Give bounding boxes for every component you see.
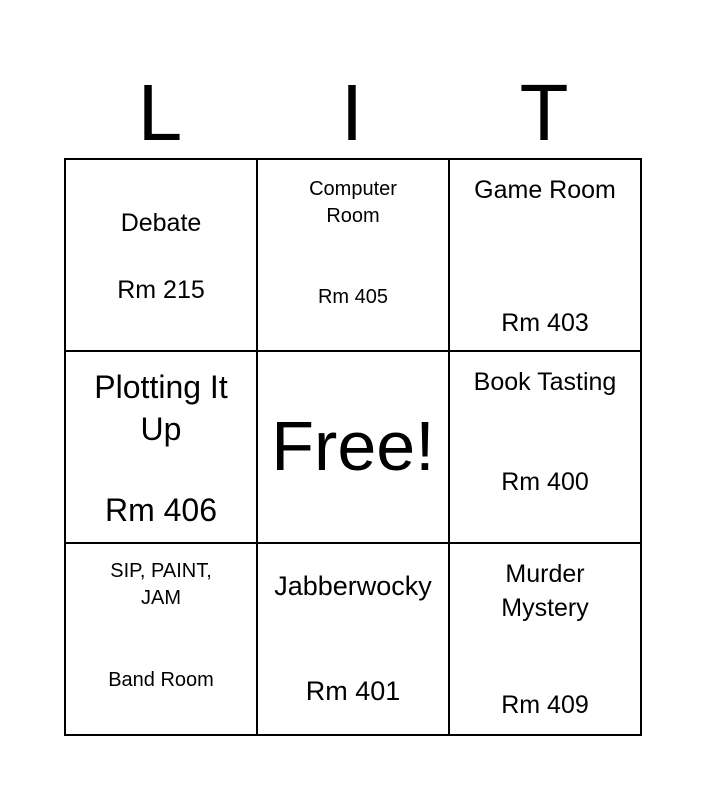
cell-room: Rm 401 <box>305 676 401 706</box>
cell-title: Debate <box>120 209 202 237</box>
header-letter-l: L <box>137 68 183 157</box>
cell-title: Murder Mystery <box>501 560 589 622</box>
cell-title: Jabberwocky <box>274 571 432 601</box>
cell-room: Rm 403 <box>501 309 589 337</box>
header-letter-i: I <box>340 68 364 157</box>
cell-title: SIP, PAINT, JAM <box>110 560 212 609</box>
cell-room: Rm 405 <box>317 286 389 308</box>
cell-title: Book Tasting <box>473 368 617 396</box>
bingo-cell-sip-paint-jam[interactable] <box>66 544 258 736</box>
cell-room: Rm 406 <box>104 492 218 528</box>
bingo-cell-free[interactable] <box>258 352 450 544</box>
bingo-cell-jabberwocky[interactable] <box>258 544 450 736</box>
bingo-cell-plotting-it-up[interactable] <box>66 352 258 544</box>
cell-title: Plotting It Up <box>94 369 228 447</box>
cell-room: Band Room <box>108 669 214 691</box>
bingo-cell-murder-mystery[interactable] <box>450 544 642 736</box>
cell-room: Rm 400 <box>501 468 589 496</box>
bingo-cell-book-tasting[interactable] <box>450 352 642 544</box>
bingo-cell-debate[interactable] <box>66 160 258 352</box>
cell-title: Computer Room <box>309 178 397 227</box>
bingo-cell-computer-room[interactable] <box>258 160 450 352</box>
free-space-label: Free! <box>271 407 435 485</box>
bingo-board <box>64 158 642 736</box>
cell-title: Game Room <box>474 176 616 204</box>
cell-room: Rm 409 <box>501 691 589 719</box>
cell-room: Rm 215 <box>117 276 205 304</box>
header-letter-t: T <box>519 68 569 157</box>
bingo-cell-game-room[interactable] <box>450 160 642 352</box>
